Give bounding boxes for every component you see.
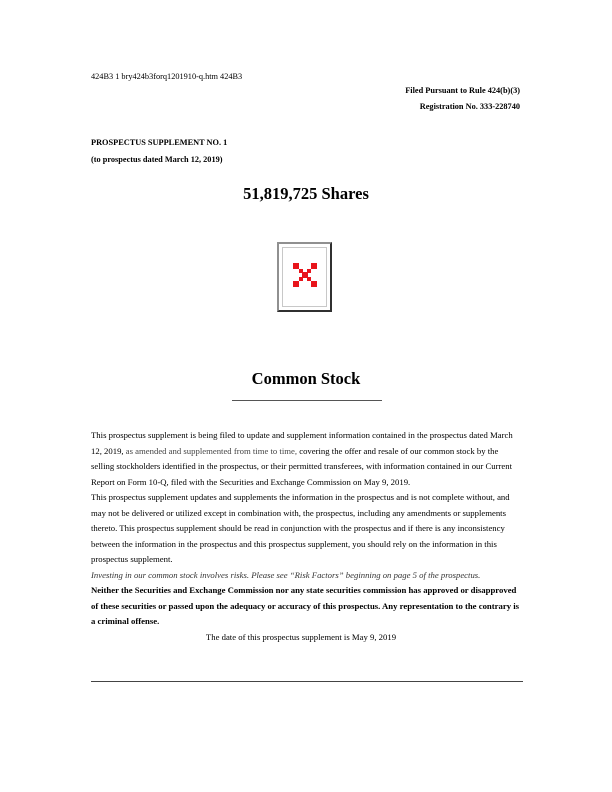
broken-image-icon xyxy=(277,242,332,312)
paragraph-supplement-scope: This prospectus supplement updates and supplements the information in the prospectus and is not complete without, and may not be delivered or utilized except in combination with, the prospectus, including any amendments or supplements thereto. This prospectus supplement should be read in conjunction with the prospectus and if there is any inconsistency between the information in the prospectus and this prospectus supplement, you should rely on the information in this prospectus supplement. xyxy=(91,492,510,564)
risk-factors-notice: Investing in our common stock involves risks. Please see “Risk Factors” beginning on page 5 of the prospectus. xyxy=(91,569,481,580)
page-divider xyxy=(91,681,523,682)
sec-disclaimer: Neither the Securities and Exchange Commission nor any state securities commission has approved or disapproved of these securities or passed upon the adequacy or accuracy of this prospectus. Any representation to the contrary is a criminal offense. xyxy=(91,585,520,626)
shares-heading: 51,819,725 Shares xyxy=(243,184,369,203)
supplement-title: PROSPECTUS SUPPLEMENT NO. 1 xyxy=(91,138,228,147)
heading-divider xyxy=(232,400,382,401)
paragraph-filing-purpose xyxy=(91,428,523,490)
supplement-date: The date of this prospectus supplement is May 9, 2019 xyxy=(205,631,397,642)
registration-number: Registration No. 333-228740 xyxy=(419,102,520,111)
filed-pursuant-line: Filed Pursuant to Rule 424(b)(3) xyxy=(405,86,520,95)
file-header-line: 424B3 1 bry424b3forq1201910-q.htm 424B3 xyxy=(91,72,243,81)
paragraph-text: covering the offer and resale of our common stock by the selling stockholders identified in the prospectus, or their permitted transferees, with information contained in our Current Report on Form 10-Q, filed with the Securities and Exchange Commission on May 9, 2019. xyxy=(91,445,512,487)
supplement-subtitle: (to prospectus dated March 12, 2019) xyxy=(91,155,223,164)
paragraph-text: This prospectus supplement is being filed to update and supplement information contained in the prospectus dated March 12, 2019, xyxy=(91,430,513,456)
security-heading: Common Stock xyxy=(251,369,361,388)
prospectus-body xyxy=(91,428,523,645)
red-x-icon xyxy=(293,263,317,287)
paragraph-text-amended: as amended and supplemented from time to time, xyxy=(125,445,298,456)
